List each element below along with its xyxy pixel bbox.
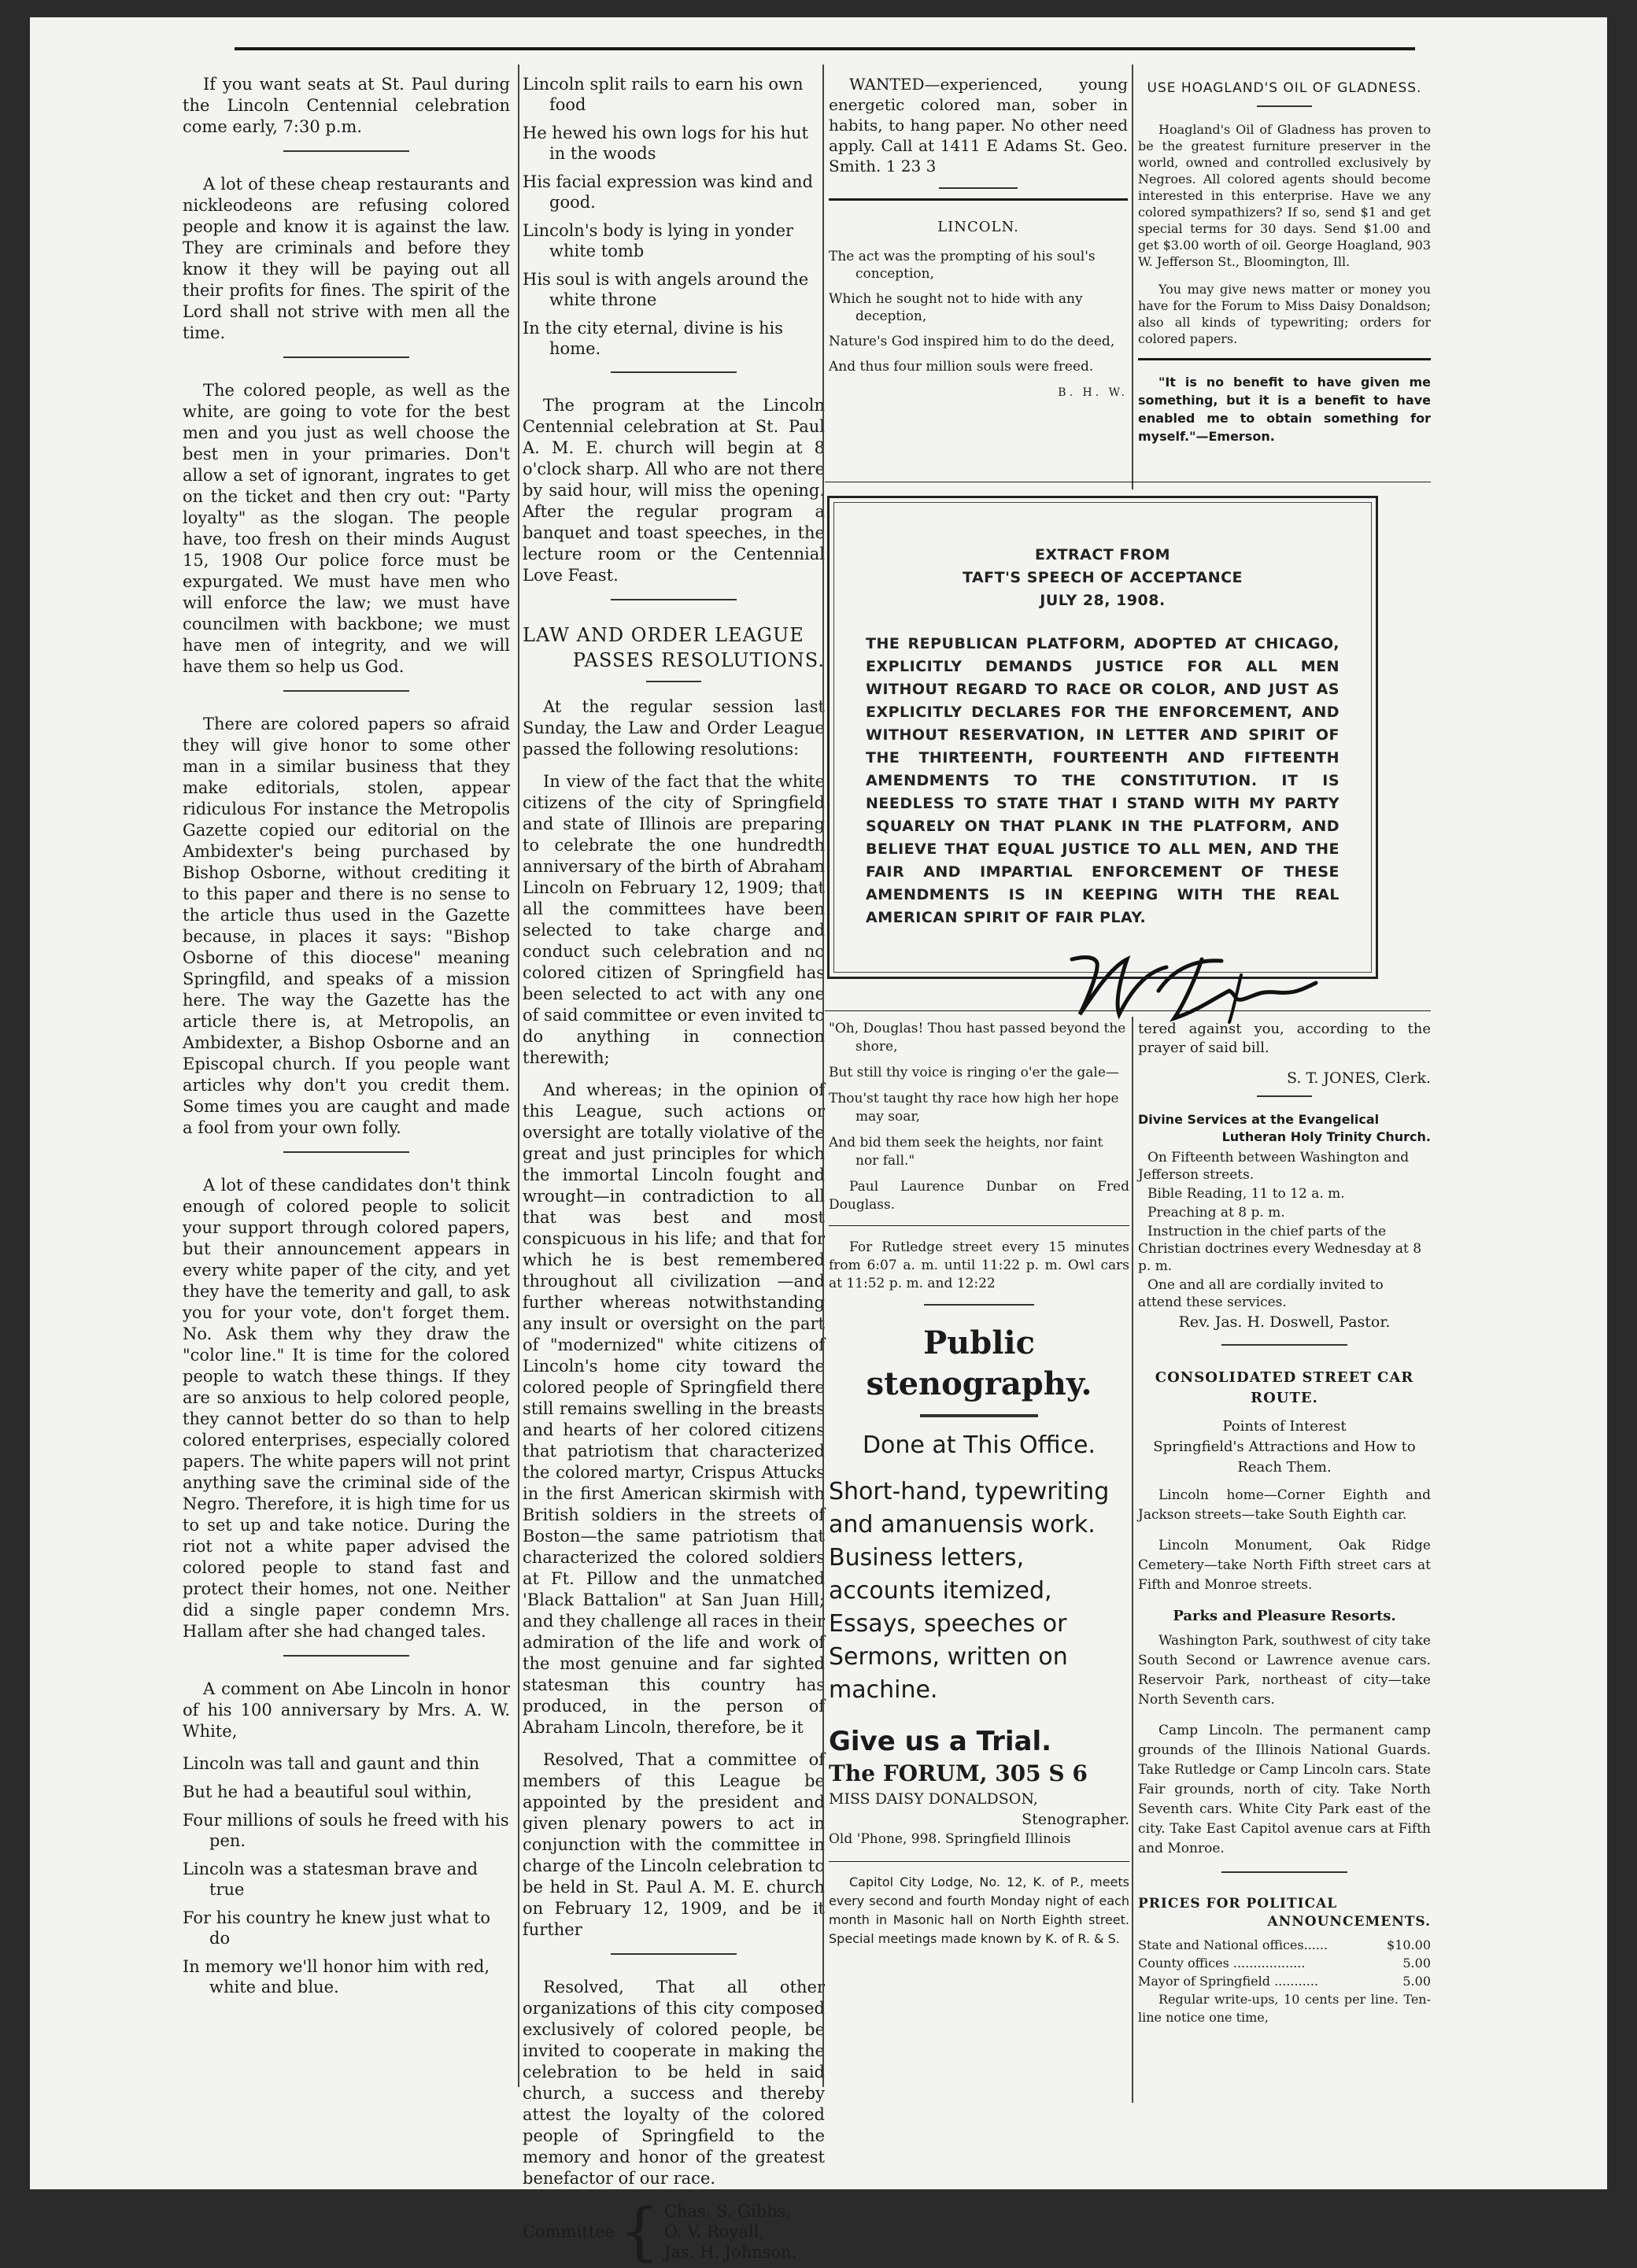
column-rule bbox=[822, 65, 824, 2087]
brace-glyph: { bbox=[619, 2195, 660, 2268]
taft-speech-inner bbox=[833, 502, 1372, 973]
separator bbox=[611, 371, 737, 373]
section-rule bbox=[825, 1010, 1431, 1011]
poem-line: His soul is with angels around the white throne bbox=[523, 270, 809, 309]
route-subtitle-2: Springfield's Attractions and How to Reach Them. bbox=[1153, 1439, 1416, 1476]
column-4-bottom bbox=[1138, 1020, 1431, 2114]
prices-title-2: ANNOUNCEMENTS. bbox=[1267, 1914, 1431, 1930]
poem-line: He hewed his own logs for his hut in the woods bbox=[523, 124, 808, 163]
trial-heading: Give us a Trial. bbox=[829, 1726, 1052, 1757]
separator bbox=[283, 690, 409, 692]
taft-speech-box bbox=[827, 496, 1378, 979]
poem-line: For his country he knew just what to do bbox=[183, 1908, 491, 1948]
divine-title-1: Divine Services at the Evangelical bbox=[1138, 1112, 1380, 1127]
column-2 bbox=[523, 74, 825, 2268]
divine-line: On Fifteenth between Washington and Jefferson streets. bbox=[1138, 1150, 1410, 1183]
stenographer-phone: Old 'Phone, 998. Springfield Illinois bbox=[829, 1831, 1071, 1847]
poem-line: The act was the prompting of his soul's conception, bbox=[829, 249, 1096, 282]
price-label: Mayor of Springfield ........... bbox=[1138, 1974, 1319, 1989]
stenographer-name: MISS DAISY DONALDSON, bbox=[829, 1790, 1038, 1808]
committee-list bbox=[523, 2195, 825, 2268]
taft-title-3: JULY 28, 1908. bbox=[1040, 592, 1166, 609]
candidates-article: A lot of these candidates don't think enough of colored people to solicit your support through colored papers, but their announcement appears in every white paper of the city, and yet they have the temerity and gall, to ask you for your vote, don't forget them. No. Ask them why they draw the "color line." It is time for the colored people to watch these things. If they are so anxious to help colored people, they cannot better do so than to help colored enterprises, especially colored papers. The white papers will not print anything save the criminal side of the Negro. Therefore, it is high time for us to set up and take notice. During the riot not a white paper advised the colored people to stand fast and protect their homes, not one. Neither did a single paper condemn Mrs. Hallam after she had changed tales. bbox=[183, 1176, 510, 1641]
separator bbox=[283, 1151, 409, 1153]
dunbar-attribution: Paul Laurence Dunbar on Fred Douglass. bbox=[829, 1179, 1129, 1213]
route-item: Lincoln home—Corner Eighth and Jackson streets—take South Eighth car. bbox=[1138, 1487, 1431, 1523]
jones-notice: tered against you, according to the prayer of said bill. bbox=[1138, 1021, 1431, 1056]
price-label: County offices .................. bbox=[1138, 1956, 1306, 1971]
taft-title-2: TAFT'S SPEECH OF ACCEPTANCE bbox=[962, 569, 1243, 586]
separator bbox=[1221, 1344, 1347, 1346]
poem-line: And bid them seek the heights, nor faint nor fall." bbox=[829, 1135, 1103, 1169]
heavy-rule bbox=[829, 198, 1128, 201]
section-rule bbox=[829, 1225, 1129, 1226]
separator bbox=[1257, 105, 1312, 107]
program-notice: The program at the Lincoln Centennial celebration at St. Paul A. M. E. church will begin at 8 o'clock sharp. All who are not there by said hour, will miss the opening. After the regular program a banquet and toast speeches, in the lecture room or the Centennial Love Feast. bbox=[523, 396, 825, 585]
wanted-ad: WANTED—experienced, young energetic colored man, sober in habits, to hang paper. No other need apply. Call at 1411 E Adams St. Geo. Smith. 1 23 3 bbox=[829, 75, 1128, 175]
poem-line: But he had a beautiful soul within, bbox=[183, 1782, 472, 1801]
separator bbox=[611, 1953, 737, 1955]
divine-line: Preaching at 8 p. m. bbox=[1147, 1205, 1285, 1221]
route-item: Lincoln Monument, Oak Ridge Cemetery—take North Fifth street cars at Fifth and Monroe streets. bbox=[1138, 1538, 1431, 1593]
column-3-top bbox=[829, 74, 1128, 467]
committee-member: O. V. Royall, bbox=[663, 2222, 765, 2241]
divine-signature: Rev. Jas. H. Doswell, Pastor. bbox=[1178, 1313, 1391, 1331]
signature-image bbox=[1040, 936, 1340, 1030]
newspaper-page bbox=[30, 17, 1607, 2268]
poem-line: His facial expression was kind and good. bbox=[523, 172, 813, 212]
poem-line: Lincoln's body is lying in yonder white tomb bbox=[523, 221, 794, 260]
resolution-whereas: And whereas; in the opinion of this League, such actions or oversight are totally violative of the great and just principles for which the immortal Lincoln fought and wrought—in contradiction to all that was best and most conspicuous in his life; and that for which he is best remembered throughout all civilization —and further whereas notwithstanding any insult or oversight on the part of "modernized" white citizens of Lincoln's home city toward the colored people of Springfield there still remains swelling in the breasts and hearts of her colored citizens that patriotism that characterized the colored martyr, Crispus Attucks in the first American skirmish with British soldiers in the streets of Boston—the same patriotism that characterized the colored soldiers at Ft. Pillow and the unmatched 'Black Battalion" at San Juan Hill; and they challenge all races in their admiration of the life and work of the most genuine and far sighted statesman this country has produced, in the person of Abraham Lincoln, therefore, be it bbox=[523, 1080, 825, 1737]
divine-title-2: Lutheran Holy Trinity Church. bbox=[1221, 1129, 1431, 1144]
column-1 bbox=[183, 74, 510, 2073]
oil-body: Hoagland's Oil of Gladness has proven to be the greatest furniture preserver in the world, owned and controlled exclusively by Negroes. All colored agents should become interested in this enterprise. Have we any colored sympathizers? If so, send $1 and get special terms for 30 days. Send $1.00 and get $3.00 worth of oil. George Hoagland, 903 W. Jefferson St., Bloomington, Ill. bbox=[1138, 122, 1431, 269]
forum-address: The FORUM, 305 S 6 bbox=[829, 1760, 1088, 1786]
committee-names bbox=[664, 2201, 796, 2262]
committee-member: Chas. S. Gibbs, bbox=[663, 2202, 791, 2221]
league-heading-line2: PASSES RESOLUTIONS. bbox=[572, 649, 825, 671]
poem-line: In memory we'll honor him with red, white and blue. bbox=[183, 1957, 490, 1997]
route-title: CONSOLIDATED STREET CAR ROUTE. bbox=[1155, 1369, 1414, 1406]
separator bbox=[939, 187, 1018, 189]
parks-item: Washington Park, southwest of city take South Second or Lawrence avenue cars. Reservoir Park, northeast of city—take North Seventh cars. bbox=[1138, 1633, 1431, 1708]
separator bbox=[1221, 1871, 1347, 1873]
separator bbox=[283, 1655, 409, 1657]
poem-line: Four millions of souls he freed with his pen. bbox=[183, 1811, 509, 1850]
section-rule bbox=[829, 1861, 1129, 1862]
poem-line: Nature's God inspired him to do the deed, bbox=[829, 334, 1115, 349]
league-heading-line1: LAW AND ORDER LEAGUE bbox=[523, 624, 804, 646]
forum-notice: You may give news matter or money you have for the Forum to Miss Daisy Donaldson; also all kinds of typewriting; orders for colored papers. bbox=[1138, 282, 1431, 346]
double-rule bbox=[920, 1414, 1038, 1417]
resolution-committee: Resolved, That a committee of members of this League be appointed by the president and given plenary powers to act in conjunction with the committee in charge of the Lincoln celebration to be held in St. Paul A. M. E. church on February 12, 1909, and be it further bbox=[523, 1750, 825, 1939]
poem-line: But still thy voice is ringing o'er the gale— bbox=[829, 1065, 1119, 1080]
rutledge-schedule: For Rutledge street every 15 minutes from 6:07 a. m. until 11:22 p. m. Owl cars at 11:52 p. m. and 12:22 bbox=[829, 1239, 1129, 1291]
column-rule bbox=[518, 65, 519, 2087]
league-heading bbox=[523, 622, 825, 673]
column-rule bbox=[1132, 1017, 1133, 2103]
poem-line: Thou'st taught thy race how high her hope may soar, bbox=[829, 1091, 1119, 1125]
price-row bbox=[1138, 1936, 1431, 1954]
committee-label: Committee bbox=[523, 2222, 615, 2241]
seats-notice: If you want seats at St. Paul during the Lincoln Centennial celebration come early, 7:30 p.m. bbox=[183, 75, 510, 136]
separator bbox=[924, 1304, 1034, 1306]
taft-speech-text: THE REPUBLICAN PLATFORM, ADOPTED AT CHICAGO, EXPLICITLY DEMANDS JUSTICE FOR ALL MEN WITHOUT REGARD TO RACE OR COLOR, AND JUST AS EXPLICITLY DECLARES FOR THE ENFORCEMENT, AND WITHOUT RESERVATION, IN LETTER AND SPIRIT OF THE THIRTEENTH, FOURTEENTH AND FIFTEENTH AMENDMENTS TO THE CONSTITUTION. IT IS NEEDLESS TO STATE THAT I STAND WITH MY PARTY SQUARELY ON THAT PLANK IN THE PLATFORM, AND BELIEVE THAT EQUAL JUSTICE TO ALL MEN, AND THE FAIR AND IMPARTIAL ENFORCEMENT OF THESE AMENDMENTS IS IN KEEPING WITH THE REAL AMERICAN SPIRIT OF FAIR PLAY. bbox=[866, 635, 1340, 926]
separator bbox=[1257, 1095, 1312, 1097]
league-intro: At the regular session last Sunday, the Law and Order League passed the following resolutions: bbox=[523, 697, 825, 759]
heavy-rule bbox=[1138, 358, 1431, 360]
resolution-organizations: Resolved, That all other organizations of this city composed exclusively of colored people, be invited to cooperate in making the celebration to be held in said church, a success and thereby attest the loyalty of the colored people of Springfield to the memory and honor of the greatest benefactor of our race. bbox=[523, 1978, 825, 2188]
poem-line: Lincoln was a statesman brave and true bbox=[183, 1860, 479, 1899]
prices-title-1: PRICES FOR POLITICAL bbox=[1138, 1896, 1338, 1912]
parks-item: Camp Lincoln. The permanent camp grounds of the Illinois National Guards. Take Rutledge or Camp Lincoln cars. State Fair grounds, north of city. Take North Seventh cars. White City Park east of the city. Take East Capitol avenue cars at Fifth and Monroe. bbox=[1138, 1723, 1431, 1856]
parks-title: Parks and Pleasure Resorts. bbox=[1173, 1608, 1396, 1624]
lincoln-comment-intro: A comment on Abe Lincoln in honor of his 100 anniversary by Mrs. A. W. White, bbox=[183, 1679, 510, 1741]
top-rule bbox=[235, 47, 1415, 50]
committee-member: Jas. H. Johnson. bbox=[663, 2243, 797, 2262]
column-rule bbox=[1132, 65, 1133, 489]
separator bbox=[283, 356, 409, 358]
oil-title: USE HOAGLAND'S OIL OF GLADNESS. bbox=[1147, 80, 1422, 96]
poem-line: In the city eternal, divine is his home. bbox=[523, 319, 784, 358]
price-value: 5.00 bbox=[1402, 1974, 1431, 1989]
divine-line: One and all are cordially invited to attend these services. bbox=[1138, 1277, 1384, 1310]
prices-note: Regular write-ups, 10 cents per line. Ten-line notice one time, bbox=[1138, 1992, 1431, 2025]
taft-title-1: EXTRACT FROM bbox=[1034, 546, 1171, 563]
price-value: 5.00 bbox=[1402, 1956, 1431, 1971]
lincoln-poem-title: LINCOLN. bbox=[937, 219, 1019, 235]
divine-line: Instruction in the chief parts of the Christian doctrines every Wednesday at 8 p. m. bbox=[1138, 1224, 1422, 1274]
column-4-top bbox=[1138, 74, 1431, 489]
poem-line: Lincoln split rails to earn his own food bbox=[523, 75, 804, 114]
lodge-notice: Capitol City Lodge, No. 12, K. of P., meets every second and fourth Monday night of each month in Masonic hall on North Eighth street. Special meetings made known by K. of R. & S. bbox=[829, 1875, 1129, 1946]
stenography-sub: Done at This Office. bbox=[862, 1431, 1096, 1459]
separator bbox=[646, 681, 701, 682]
price-value: $10.00 bbox=[1387, 1937, 1431, 1952]
separator bbox=[611, 599, 737, 600]
colored-papers-article: There are colored papers so afraid they will give honor to some other man in a similar business that they make editorials, stolen, appear ridiculous For instance the Metropolis Gazette copied our editorial on the Ambidexter's being purchased by Bishop Osborne, without crediting it to this paper and there is no sense to the article thus used in the Gazette because, in places it says: "Bishop Osborne of this diocese" meaning Springfild, and speaks of a mission here. The way the Gazette has the article there is, at Metropolis, an Ambidexter, a Bishop Osborne and an Episcopal church. If you people want articles why don't you credit them. Some times you are caught and made a fool from your own folly. bbox=[183, 715, 510, 1137]
separator bbox=[283, 150, 409, 152]
poem-signature: B. H. W. bbox=[1058, 386, 1128, 399]
poem-line: "Oh, Douglas! Thou hast passed beyond the shore, bbox=[829, 1021, 1126, 1055]
poem-line: And thus four million souls were freed. bbox=[829, 359, 1094, 375]
divine-line: Bible Reading, 11 to 12 a. m. bbox=[1147, 1186, 1345, 1202]
stenographer-title: Stenographer. bbox=[1022, 1811, 1129, 1828]
stenography-heading: Public stenography. bbox=[866, 1324, 1092, 1402]
vote-article: The colored people, as well as the white, are going to vote for the best men and you just as well choose the best men in your primaries. Don't allow a set of ignorant, ingrates to get on the ticket and then cry out: "Party loyalty" as the slogan. The people have, too fresh on their minds August 15, 1908 Our police force must be expurgated. We must have men who will enforce the law; we must have councilmen with backbone; we must have men of integrity, and we will have them so help us God. bbox=[183, 381, 510, 676]
column-3-bottom bbox=[829, 1020, 1129, 2114]
price-label: State and National offices...... bbox=[1138, 1937, 1328, 1952]
resolution-view: In view of the fact that the white citizens of the city of Springfield and state of Illinois are preparing to celebrate the one hundredth anniversary of the birth of Abraham Lincoln on February 12, 1909; that all the committees have been selected to take charge and conduct such celebration and no colored citizen of Springfield has been selected to act with any one of said committee or even invited to do anything in connection therewith; bbox=[523, 772, 825, 1067]
jones-signature: S. T. JONES, Clerk. bbox=[1287, 1069, 1431, 1087]
price-row bbox=[1138, 1954, 1431, 1972]
poem-line: Which he sought not to hide with any deception, bbox=[829, 291, 1083, 324]
stenography-services: Short-hand, typewriting and amanuensis work. Business letters, accounts itemized, Essays, speeches or Sermons, written on machine. bbox=[829, 1478, 1110, 1704]
price-row bbox=[1138, 1972, 1431, 1990]
restaurants-article: A lot of these cheap restaurants and nickleodeons are refusing colored people and know it is against the law. They are criminals and before they know it they will be paying out all their profits for fines. The spirit of the Lord shall not strive with men all the time. bbox=[183, 175, 510, 342]
emerson-quote: "It is no benefit to have given me something, but it is a benefit to have enabled me to obtain something for myself."—Emerson. bbox=[1138, 375, 1431, 444]
route-subtitle-1: Points of Interest bbox=[1222, 1418, 1347, 1435]
poem-line: Lincoln was tall and gaunt and thin bbox=[183, 1754, 480, 1773]
